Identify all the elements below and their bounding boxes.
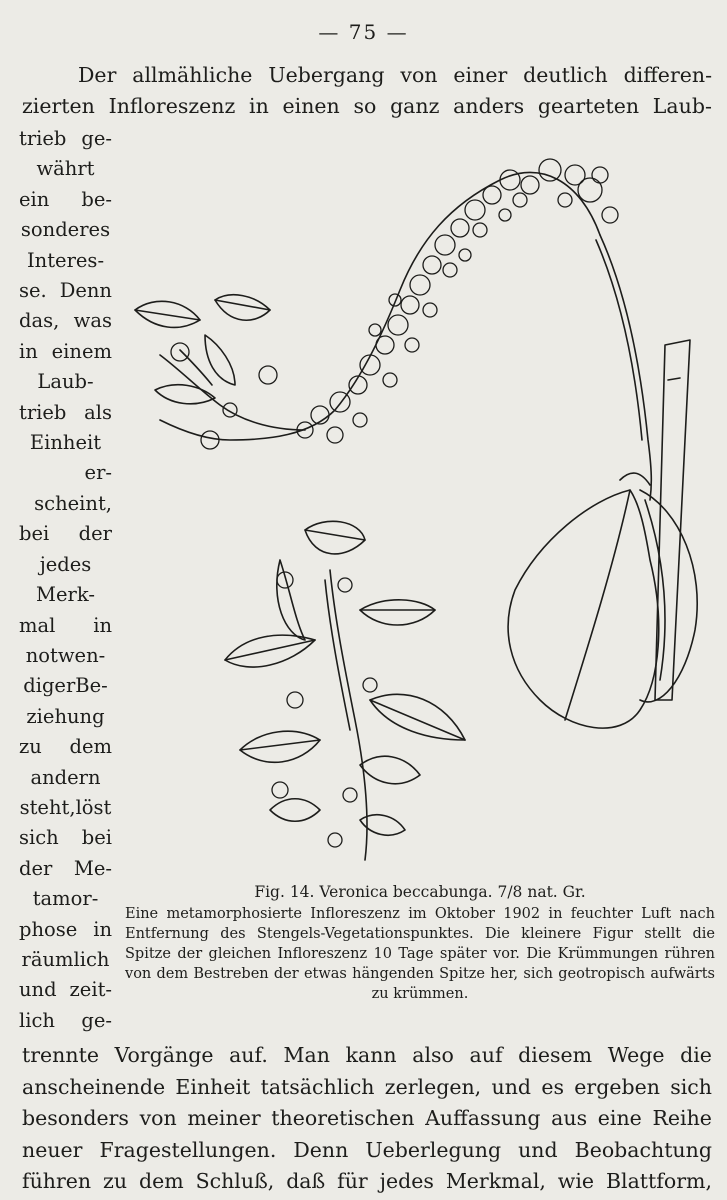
word: sich — [19, 826, 59, 850]
word: von — [139, 1106, 177, 1130]
text-line — [22, 91, 712, 122]
page-number: — 75 — — [318, 20, 409, 44]
word: und — [19, 978, 57, 1002]
word: auf. — [229, 1043, 268, 1067]
word: sich — [670, 1074, 712, 1099]
word: trieb — [19, 127, 67, 150]
word: zeit- — [69, 978, 112, 1002]
text-line — [19, 763, 112, 793]
word: Wege — [607, 1043, 665, 1067]
basal-leaf — [640, 490, 697, 702]
word: Der — [78, 63, 117, 87]
word: in — [93, 613, 112, 637]
botanical-illustration — [120, 140, 710, 875]
word: theoretischen — [271, 1106, 415, 1130]
word: Auffassung — [425, 1106, 541, 1130]
line-text: sonderes — [20, 218, 111, 242]
line-text: Laub- — [37, 370, 94, 394]
text-line — [19, 945, 112, 975]
word: aus — [551, 1106, 588, 1130]
text-line — [22, 60, 712, 91]
text-line — [19, 154, 112, 184]
word: auf — [469, 1043, 503, 1067]
word: phose — [19, 917, 78, 941]
figure-caption — [125, 882, 715, 1004]
text-line — [19, 246, 112, 276]
small-figure-flowers — [272, 572, 377, 847]
opening-paragraph — [22, 60, 712, 122]
word: Einheit — [175, 1074, 251, 1099]
text-line — [22, 1103, 712, 1135]
arch-leaf — [205, 335, 235, 385]
text-line — [19, 458, 112, 488]
word: bei — [81, 826, 112, 850]
text-line — [19, 489, 112, 519]
main-stem — [600, 235, 651, 500]
text-line — [19, 276, 112, 306]
word: Reihe — [652, 1106, 712, 1130]
small-figure-leaves — [225, 521, 465, 835]
text-line — [19, 215, 112, 245]
word: zierten — [22, 94, 95, 118]
word: Fragestellungen. — [99, 1137, 277, 1162]
word: Man — [283, 1043, 330, 1067]
word: allmähliche — [132, 63, 253, 87]
word: Infloreszenz — [108, 94, 236, 118]
word: Me- — [73, 856, 112, 880]
text-line — [19, 1006, 112, 1036]
word: trieb — [19, 400, 67, 424]
word: einer — [453, 63, 508, 87]
word: einem — [51, 339, 112, 363]
word: anscheinende — [22, 1074, 166, 1099]
text-line — [19, 975, 112, 1005]
line-text: ziehung — [26, 704, 105, 728]
arch-leaf — [215, 295, 270, 320]
text-line — [22, 1040, 712, 1072]
word: wie — [557, 1169, 595, 1193]
line-text: jedes — [39, 552, 92, 576]
text-line — [19, 519, 112, 549]
text-line — [19, 702, 112, 732]
word: Schluß, — [195, 1169, 275, 1193]
text-line — [19, 823, 112, 853]
text-line — [22, 1135, 712, 1167]
word: meiner — [187, 1106, 261, 1130]
line-text: notwen- — [25, 643, 106, 667]
word: so — [353, 94, 377, 118]
word: lich — [19, 1008, 55, 1032]
caption-body: Eine metamorphosierte Infloreszenz im Oktober 1902 in feuchter Luft nach Entfernung des Stengels-Vegetationspunktes. Die kleinere Figur stellt die Spitze der gleichen Infloreszenz 10 Tage später vor. Die Krümmungen rühren von dem Bestreben der etwas hängenden Spitze her, sich geotropisch aufwärts zu krümmen. — [125, 906, 715, 1002]
word: se. — [19, 279, 47, 303]
word: kann — [345, 1043, 397, 1067]
word: in — [93, 917, 112, 941]
text-line — [19, 854, 112, 884]
text-line — [19, 641, 112, 671]
word: die — [680, 1043, 712, 1067]
raceme-axis — [160, 172, 600, 440]
line-text: Einheit — [29, 431, 102, 455]
word: neuer — [22, 1137, 83, 1162]
text-line — [19, 611, 112, 641]
word: als — [84, 400, 112, 424]
narrow-column-text — [19, 124, 112, 1036]
word: anders — [453, 94, 525, 118]
word: einen — [282, 94, 340, 118]
line-text: andern — [30, 765, 101, 789]
word: be- — [81, 187, 112, 211]
line-text: räumlich — [21, 947, 110, 971]
word: und — [491, 1074, 532, 1099]
word: führen — [22, 1169, 92, 1193]
line-text: tamor- — [32, 887, 99, 911]
text-line — [22, 1166, 712, 1198]
caption-title: Fig. 14. Veronica beccabunga. 7/8 nat. Gr. — [254, 883, 586, 901]
text-line — [19, 398, 112, 428]
text-line — [19, 732, 112, 762]
word: mal — [19, 613, 56, 637]
text-line — [19, 884, 112, 914]
line-text: Merk- — [36, 583, 95, 607]
word: eine — [597, 1106, 642, 1130]
word: ge- — [81, 1008, 112, 1032]
line-text: digerBe- — [23, 674, 108, 698]
word: ergeben — [574, 1074, 660, 1099]
line-text: er- — [84, 461, 112, 485]
text-line — [19, 367, 112, 397]
word: Laub- — [652, 94, 712, 118]
word: Blattform, — [605, 1169, 712, 1193]
word: und — [518, 1137, 558, 1162]
word: zu — [103, 1169, 128, 1193]
word: ge- — [81, 127, 112, 150]
word: zerlegen, — [384, 1074, 482, 1099]
closing-paragraph — [22, 1040, 712, 1198]
text-line — [22, 1072, 712, 1104]
line-text: währt — [36, 157, 95, 181]
text-line — [19, 580, 112, 610]
word: Uebergang — [268, 63, 385, 87]
word: der — [19, 856, 53, 880]
line-text: Interes- — [26, 248, 105, 272]
word: Vorgänge — [114, 1043, 214, 1067]
text-line — [19, 671, 112, 701]
word: für — [337, 1169, 368, 1193]
text-line — [19, 124, 112, 154]
word: Denn — [59, 279, 112, 303]
small-figure-stem — [330, 570, 367, 860]
word: das, — [19, 309, 60, 333]
word: es — [541, 1074, 564, 1099]
word: ein — [19, 187, 50, 211]
word: dem — [69, 735, 112, 759]
line-text: scheint, — [34, 491, 112, 515]
word: der — [78, 522, 112, 546]
word: was — [73, 309, 112, 333]
word: trennte — [22, 1043, 99, 1067]
word: differen- — [623, 63, 712, 87]
word: Ueberlegung — [365, 1137, 502, 1162]
word: deutlich — [523, 63, 608, 87]
word: bei — [19, 522, 50, 546]
basal-leaf — [508, 490, 659, 728]
word: von — [400, 63, 438, 87]
text-line — [19, 793, 112, 823]
word: diesem — [518, 1043, 593, 1067]
word: in — [19, 339, 38, 363]
word: besonders — [22, 1106, 129, 1130]
line-text: steht,löst — [19, 795, 112, 819]
word: gearteten — [537, 94, 640, 118]
word: jedes — [379, 1169, 434, 1193]
word: Beobachtung — [574, 1137, 712, 1162]
text-line — [19, 915, 112, 945]
word: in — [249, 94, 269, 118]
word: daß — [286, 1169, 326, 1193]
word: zu — [19, 735, 42, 759]
text-line — [19, 550, 112, 580]
text-line — [19, 337, 112, 367]
text-line — [19, 428, 112, 458]
text-line — [19, 185, 112, 215]
text-line — [19, 306, 112, 336]
word: also — [412, 1043, 454, 1067]
word: tatsächlich — [260, 1074, 375, 1099]
word: Merkmal, — [445, 1169, 546, 1193]
word: ganz — [390, 94, 440, 118]
word: Denn — [293, 1137, 349, 1162]
word: dem — [138, 1169, 184, 1193]
flower-cluster — [297, 159, 618, 443]
